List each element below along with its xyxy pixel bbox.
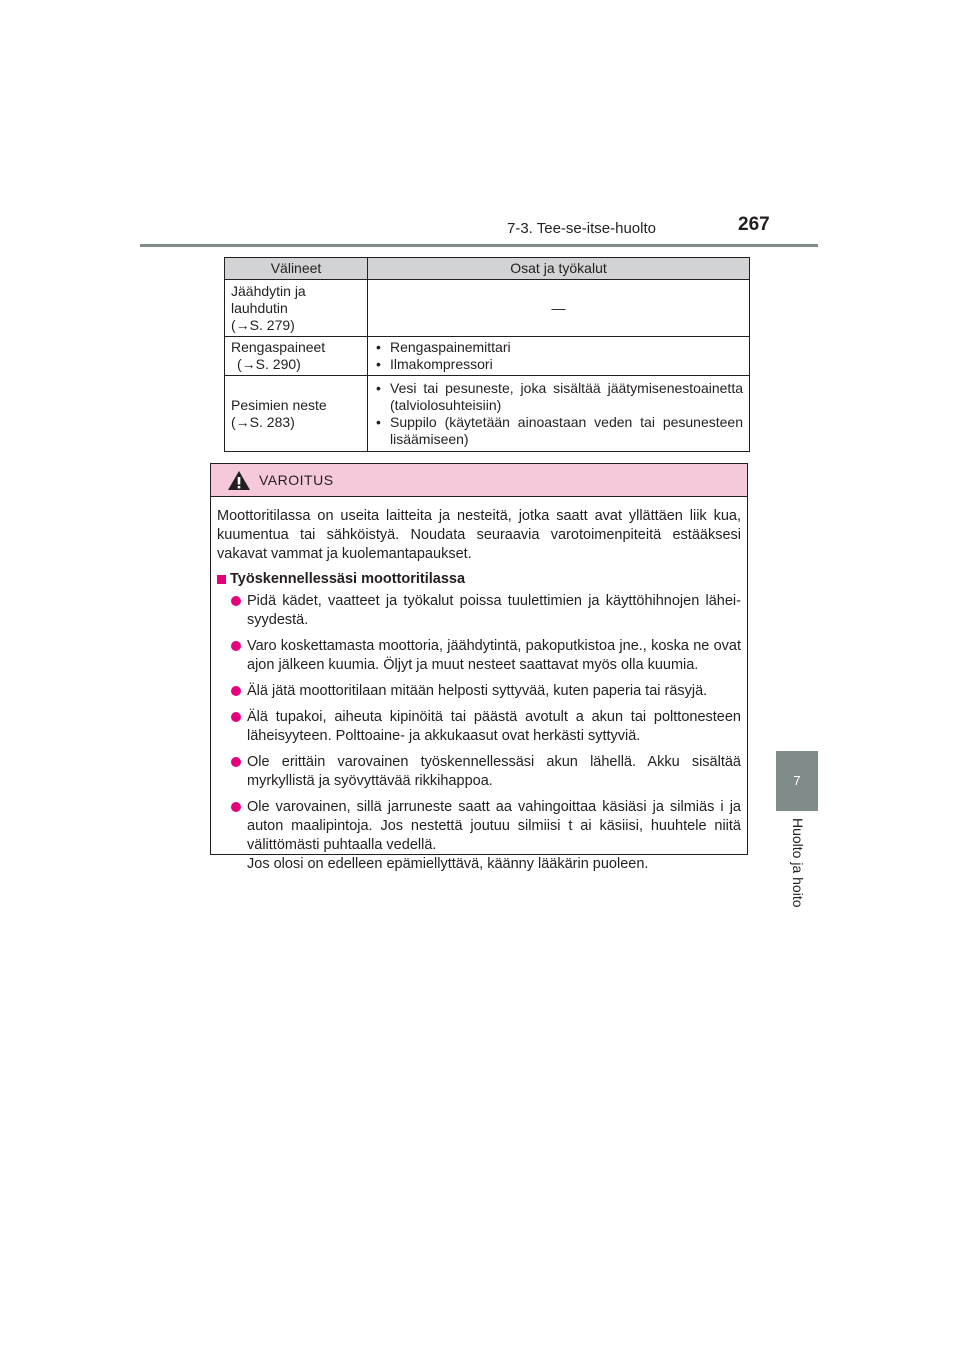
item-text: Älä jätä moottoritilaan mitään helposti syttyvää, kuten paperia tai räsyjä.	[247, 683, 708, 699]
list-item	[217, 592, 741, 630]
warning-subheading	[217, 570, 741, 589]
list-item: • Suppilo (käytetään ainoastaan veden tai pesunesteen lisäämiseen)	[374, 414, 743, 448]
pink-dot-icon	[231, 802, 241, 812]
pink-square-icon	[217, 575, 226, 584]
table-cell-parts	[368, 376, 750, 452]
chapter-tab[interactable]: 7	[776, 751, 818, 811]
header-divider	[140, 244, 818, 247]
table-cell-parts	[368, 280, 750, 337]
list-item: • Vesi tai pesuneste, joka sisältää jäätymisenestoainetta (talviolosuhteisiin)	[374, 380, 743, 414]
warning-triangle-icon	[227, 470, 251, 491]
section-title: 7-3. Tee-se-itse-huolto	[507, 220, 656, 237]
item-line: (→S. 279)	[231, 316, 295, 333]
pink-dot-icon	[231, 712, 241, 722]
column-header: Osat ja työkalut	[368, 258, 750, 280]
item-text-extra: Jos olosi on edelleen epämiellyttävä, käänny lääkärin puoleen.	[247, 856, 649, 872]
tools-table	[224, 257, 750, 452]
table-header-row	[225, 258, 750, 280]
list-item	[217, 798, 741, 874]
pink-dot-icon	[231, 686, 241, 696]
table-row	[225, 280, 750, 337]
chapter-label: Huolto ja hoito	[790, 818, 806, 908]
item-text: Ole varovainen, sillä jarruneste saatt aa vahingoittaa käsiäsi ja silmiäs i ja auton maalipintoja. Jos nestettä joutuu silmiisi t ai käsiisi, huuhtele niitä välittömästi puhtaalla vedellä.	[247, 799, 741, 853]
list-item	[217, 682, 741, 701]
page-number: 267	[738, 214, 770, 235]
item-text: Varo koskettamasta moottoria, jäähdytintä, pakoputkistoa jne., koska ne ovat ajon jälkeen kuumia. Öljyt ja muut nesteet saattavat myös olla kuumia.	[247, 638, 741, 673]
warning-intro: Moottoritilassa on useita laitteita ja nesteitä, jotka saatt avat yllättäen liik kua, kuumentua tai sähköistyä. Noudata seuraavia varotoimenpiteitä estääksesi vakavat vammat ja kuolemantapaukset.	[217, 508, 741, 562]
list-item: • Ilmakompressori	[374, 356, 743, 373]
subheading-text: Työskennellessäsi moottoritilassa	[230, 571, 466, 587]
item-text: Ole erittäin varovainen työskennellessäsi akun lähellä. Akku sisältää myrkyllistä ja syövyttävää rikkihappoa.	[247, 754, 741, 789]
warning-title: VAROITUS	[259, 471, 334, 488]
warning-header	[211, 464, 747, 497]
pink-dot-icon	[231, 757, 241, 767]
item-line: Rengaspaineet	[231, 339, 326, 355]
table-cell-item	[225, 280, 368, 337]
list-item	[217, 708, 741, 746]
table-cell-item	[225, 376, 368, 452]
list-item: • Rengaspainemittari	[374, 339, 743, 356]
item-line: lauhdutin	[231, 299, 288, 316]
column-header: Välineet	[225, 258, 368, 280]
item-text: Pidä kädet, vaatteet ja työkalut poissa tuulettimien ja käyttöhihnojen lähei- syydestä.	[247, 593, 741, 628]
table-row	[225, 337, 750, 376]
list-item	[217, 637, 741, 675]
pink-dot-icon	[231, 596, 241, 606]
table-cell-parts	[368, 337, 750, 376]
warning-box	[210, 463, 748, 872]
item-line: Jäähdytin ja	[231, 282, 306, 299]
warning-list	[217, 592, 741, 874]
item-line: (→S. 290)	[237, 356, 301, 372]
table-cell-item	[225, 337, 368, 376]
table-row	[225, 376, 750, 452]
warning-body	[211, 497, 747, 874]
empty-dash: —	[551, 299, 566, 316]
list-item	[217, 753, 741, 791]
item-text: Älä tupakoi, aiheuta kipinöitä tai päästä avotult a akun tai polttonesteen läheisyyteen. Polttoaine- ja akkukaasut ovat herkästi syttyviä.	[247, 709, 741, 744]
item-line: (→S. 283)	[231, 413, 295, 430]
pink-dot-icon	[231, 641, 241, 651]
item-line: Pesimien neste	[231, 396, 327, 413]
